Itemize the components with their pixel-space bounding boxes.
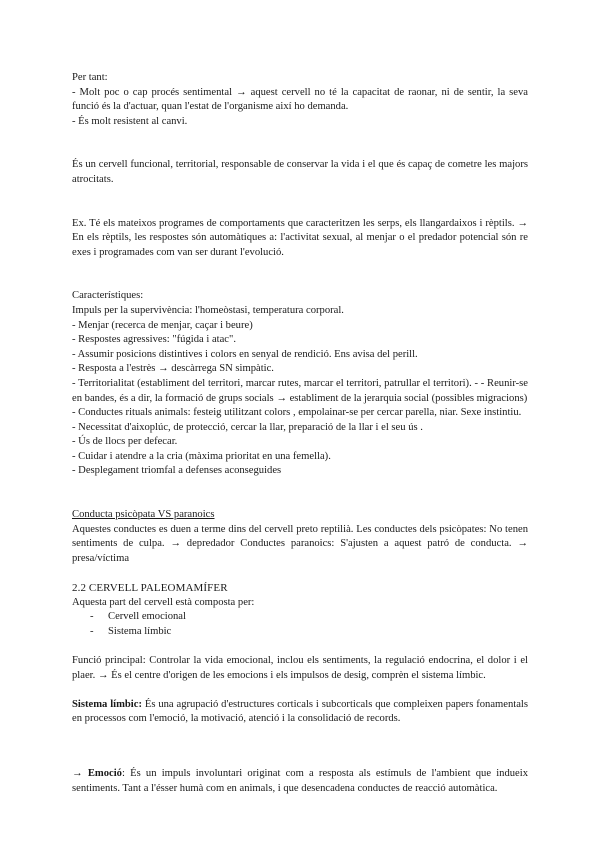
paragraph: Aquestes conductes es duen a terme dins del cervell preto reptilià. Les conductes dels psicòpates: No tenen sentiments de culpa. → depredador Conductes paranoics: S'ajusten a aquest patró de conducta. → presa/víctima bbox=[72, 523, 528, 564]
list-item: - Menjar (recerca de menjar, caçar i beure) bbox=[72, 319, 253, 331]
text-line: Per tant: bbox=[72, 72, 108, 83]
component-list bbox=[72, 610, 528, 639]
section-label: Característiques: bbox=[72, 290, 144, 302]
term: Emoció bbox=[87, 767, 122, 779]
list-item: - Desplegament triomfal a defenses aconseguides bbox=[72, 465, 282, 477]
arrow-prefix: → bbox=[72, 767, 88, 779]
paragraph: Funció principal: Controlar la vida emocional, inclou els sentiments, la regulació endocrina, el dolor i el plaer. → És el centre d'origen de les emocions i els impulsos de desig, comprèn el sistema límbic. bbox=[72, 655, 528, 681]
list-item: - Cuidar i atendre a la cria (màxima prioritat en una femella). bbox=[72, 450, 331, 462]
paragraph: Ex. Té els mateixos programes de comportaments que caracteritzen les serps, els llangardaixos i rèptils. → En els rèptils, les respostes són automàtiques a: l'activitat sexual, al menjar o el predador potencial són re exes i programades com van ser durant l'evolució. bbox=[72, 217, 528, 258]
list-item: - Respostes agressives: "fúgida i atac". bbox=[72, 334, 236, 346]
text-line: Impuls per la supervivència: l'homeòstasi, temperatura corporal. bbox=[72, 304, 344, 316]
section-heading: 2.2 CERVELL PALEOMAMÍFER bbox=[72, 582, 228, 595]
document-body bbox=[72, 71, 528, 796]
list-item: - Assumir posicions distintives i colors en senyal de rendició. Ens avisa del perill. bbox=[72, 348, 418, 360]
list-item: - Territorialitat (establiment del territori, marcar rutes, marcar el territori, patrullar el territori). - - Reunir-se en bandes, és a dir, la formació de grups socials → establiment de la jerarquia social (possibles migracions) bbox=[72, 377, 528, 404]
list-item: - Conductes rituals animals: festeig utilitzant colors , empolainar-se per cercar parella, niar. Sexe instintiu. bbox=[72, 407, 522, 419]
list-item: - Sistema límbic bbox=[72, 625, 528, 640]
paragraph bbox=[72, 698, 528, 727]
text-line: Aquesta part del cervell està composta per: bbox=[72, 596, 255, 608]
list-item: - Necessitat d'aixoplúc, de protecció, cercar la llar, preparació de la llar i el seu ús . bbox=[72, 421, 423, 433]
list-item: - Ús de llocs per defecar. bbox=[72, 436, 178, 448]
text-line: - És molt resistent al canvi. bbox=[72, 115, 188, 127]
list-item: - Resposta a l'estrès → descàrrega SN simpàtic. bbox=[72, 363, 274, 375]
term: Sistema límbic: bbox=[72, 698, 142, 710]
paragraph bbox=[72, 767, 528, 796]
definition: : És un impuls involuntari originat com a resposta als estímuls de l'ambient que indueix sentiments. Tant a l'ésser humà com en animals, i que desencadena conductes de reacció automàtica. bbox=[72, 767, 529, 794]
paragraph: És un cervell funcional, territorial, responsable de conservar la vida i el que és capaç de cometre les majors atrocitats. bbox=[72, 159, 528, 185]
list-item: - Cervell emocional bbox=[72, 610, 528, 625]
text-line: - Molt poc o cap procés sentimental → aquest cervell no té la capacitat de raonar, ni de sentir, la seva funció és la d'actuar, quan l'estat de l'organisme així ho demanda. bbox=[72, 86, 528, 113]
definition: És una agrupació d'estructures corticals i subcorticals que compleixen papers fonamentals en processos com l'emoció, la motivació, atenció i la consolidació de records. bbox=[72, 698, 528, 725]
section-title: Conducta psicòpata VS paranoics bbox=[72, 509, 215, 521]
